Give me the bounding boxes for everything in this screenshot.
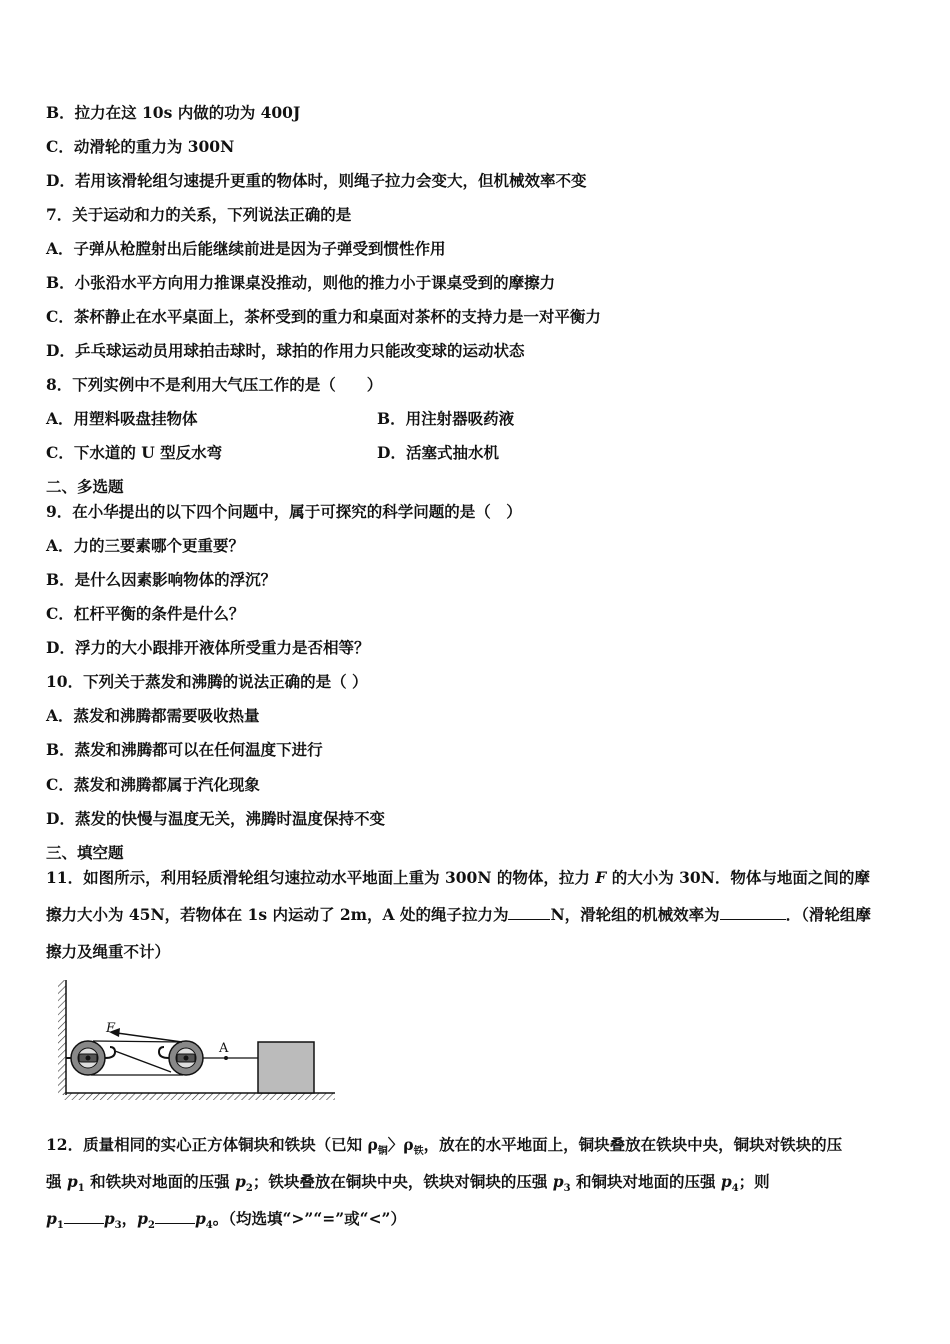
q11-answer-blank-1[interactable] — [508, 905, 550, 920]
q10-option-d: D．蒸发的快慢与温度无关，沸腾时温度保持不变 — [46, 809, 385, 828]
q11-text: 11．如图所示，利用轻质滑轮组匀速拉动水平地面上重为 300N 的物体，拉力 — [46, 868, 596, 887]
q11-text: 的大小为 30N．物体与地面之间的摩 — [606, 868, 870, 887]
q12-text: ，放在的水平地面上，铜块叠放在铁块中央，铜块对铁块的压 — [423, 1135, 843, 1154]
q8-stem: 8．下列实例中不是利用大气压工作的是（ ） — [46, 375, 383, 394]
q10-option-a: A．蒸发和沸腾都需要吸收热量 — [46, 706, 260, 725]
q12-line-2 — [46, 1172, 770, 1199]
q7-stem: 7．关于运动和力的关系，下列说法正确的是 — [46, 205, 352, 224]
p1-subscript: 1 — [56, 1220, 64, 1232]
point-a — [224, 1056, 228, 1060]
q6-option-d: D．若用该滑轮组匀速提升更重的物体时，则绳子拉力会变大，但机械效率不变 — [46, 171, 587, 190]
q9-stem: 9．在小华提出的以下四个问题中，属于可探究的科学问题的是（ ） — [46, 502, 522, 521]
p2-symbol: p — [235, 1172, 246, 1191]
p3-subscript: 3 — [563, 1183, 571, 1195]
subscript-copper: 铜 — [377, 1146, 388, 1158]
q10-stem: 10．下列关于蒸发和沸腾的说法正确的是（ ） — [46, 672, 368, 691]
q8-option-b: B．用注射器吸药液 — [377, 409, 515, 428]
q12-text: 〉ρ — [387, 1135, 414, 1154]
q11-line-3: 擦力及绳重不计） — [46, 942, 171, 961]
q9-option-a: A．力的三要素哪个更重要？ — [46, 536, 245, 555]
wall-hatching — [58, 980, 66, 1095]
pulley-diagram — [55, 975, 345, 1105]
q12-text: ；则 — [738, 1172, 770, 1191]
q12-line-1 — [46, 1135, 842, 1162]
force-f-label: F — [106, 1021, 116, 1036]
p4-symbol: p — [194, 1209, 206, 1228]
q7-option-a: A．子弹从枪膛射出后能继续前进是因为子弹受到惯性作用 — [46, 239, 446, 258]
q6-option-c: C．动滑轮的重力为 300N — [46, 137, 235, 156]
rope-upper — [93, 1041, 182, 1042]
p4-symbol: p — [720, 1172, 732, 1191]
q8-option-c: C．下水道的 U 型反水弯 — [46, 443, 223, 462]
rope-cross — [115, 1051, 171, 1072]
q6-option-b: B．拉力在这 10s 内做的功为 400J — [46, 103, 301, 122]
q7-option-d: D．乒乓球运动员用球拍击球时，球拍的作用力只能改变球的运动状态 — [46, 341, 525, 360]
q11-line-1 — [46, 868, 870, 888]
q9-option-b: B．是什么因素影响物体的浮沉？ — [46, 570, 277, 589]
hook-left — [105, 1047, 115, 1058]
ground-hatching — [63, 1093, 335, 1100]
q12-answer-blank-1[interactable] — [64, 1209, 104, 1224]
q12-text: 和铜块对地面的压强 — [570, 1172, 721, 1191]
q12-answer-blank-2[interactable] — [155, 1209, 195, 1224]
q11-text: N，滑轮组的机械效率为 — [550, 905, 720, 924]
subscript-iron: 铁 — [413, 1146, 424, 1158]
force-f-rope — [117, 1033, 182, 1042]
point-a-label: A — [219, 1041, 229, 1056]
q10-option-c: C．蒸发和沸腾都属于汽化现象 — [46, 775, 260, 794]
p1-subscript: 1 — [77, 1183, 85, 1195]
q8-option-a: A．用塑料吸盘挂物体 — [46, 409, 198, 428]
p3-symbol: p — [552, 1172, 564, 1191]
hook-right — [159, 1047, 169, 1058]
q9-option-d: D．浮力的大小跟排开液体所受重力是否相等？ — [46, 638, 370, 657]
p2-subscript: 2 — [245, 1183, 253, 1195]
movable-pulley — [169, 1041, 203, 1075]
q12-text: ， — [121, 1209, 138, 1228]
block — [258, 1042, 314, 1093]
q7-option-b: B．小张沿水平方向用力推课桌没推动，则他的推力小于课桌受到的摩擦力 — [46, 273, 556, 292]
p4-subscript: 4 — [731, 1183, 739, 1195]
q11-force-symbol: F — [595, 868, 607, 887]
section-heading-fill-in: 三、填空题 — [46, 843, 124, 862]
q8-option-d: D．活塞式抽水机 — [377, 443, 499, 462]
q9-option-c: C．杠杆平衡的条件是什么？ — [46, 604, 245, 623]
q11-answer-blank-2[interactable] — [720, 905, 786, 920]
p1-symbol: p — [66, 1172, 78, 1191]
q7-option-c: C．茶杯静止在水平桌面上，茶杯受到的重力和桌面对茶杯的支持力是一对平衡力 — [46, 307, 601, 326]
q12-text: 。（均选填“>”“=”或“<”） — [212, 1209, 406, 1228]
p3-symbol: p — [103, 1209, 115, 1228]
p1-symbol: p — [46, 1209, 57, 1228]
section-heading-multiple-choice: 二、多选题 — [46, 477, 124, 496]
q12-text: 12．质量相同的实心正方体铜块和铁块（已知 ρ — [46, 1135, 378, 1154]
q12-line-3 — [46, 1209, 406, 1236]
q11-text: 擦力大小为 45N，若物体在 1s 内运动了 2m，A 处的绳子拉力为 — [46, 905, 509, 924]
q10-option-b: B．蒸发和沸腾都可以在任何温度下进行 — [46, 740, 323, 759]
q12-text: 和铁块对地面的压强 — [84, 1172, 236, 1191]
p4-subscript: 4 — [205, 1220, 213, 1232]
p2-subscript: 2 — [147, 1220, 155, 1232]
q12-text: 强 — [46, 1172, 67, 1191]
q11-line-2 — [46, 905, 871, 925]
q11-text: ．（滑轮组摩 — [785, 905, 871, 924]
fixed-pulley — [71, 1041, 105, 1075]
p2-symbol: p — [137, 1209, 148, 1228]
p3-subscript: 3 — [114, 1220, 122, 1232]
q12-text: ；铁块叠放在铜块中央，铁块对铜块的压强 — [252, 1172, 553, 1191]
